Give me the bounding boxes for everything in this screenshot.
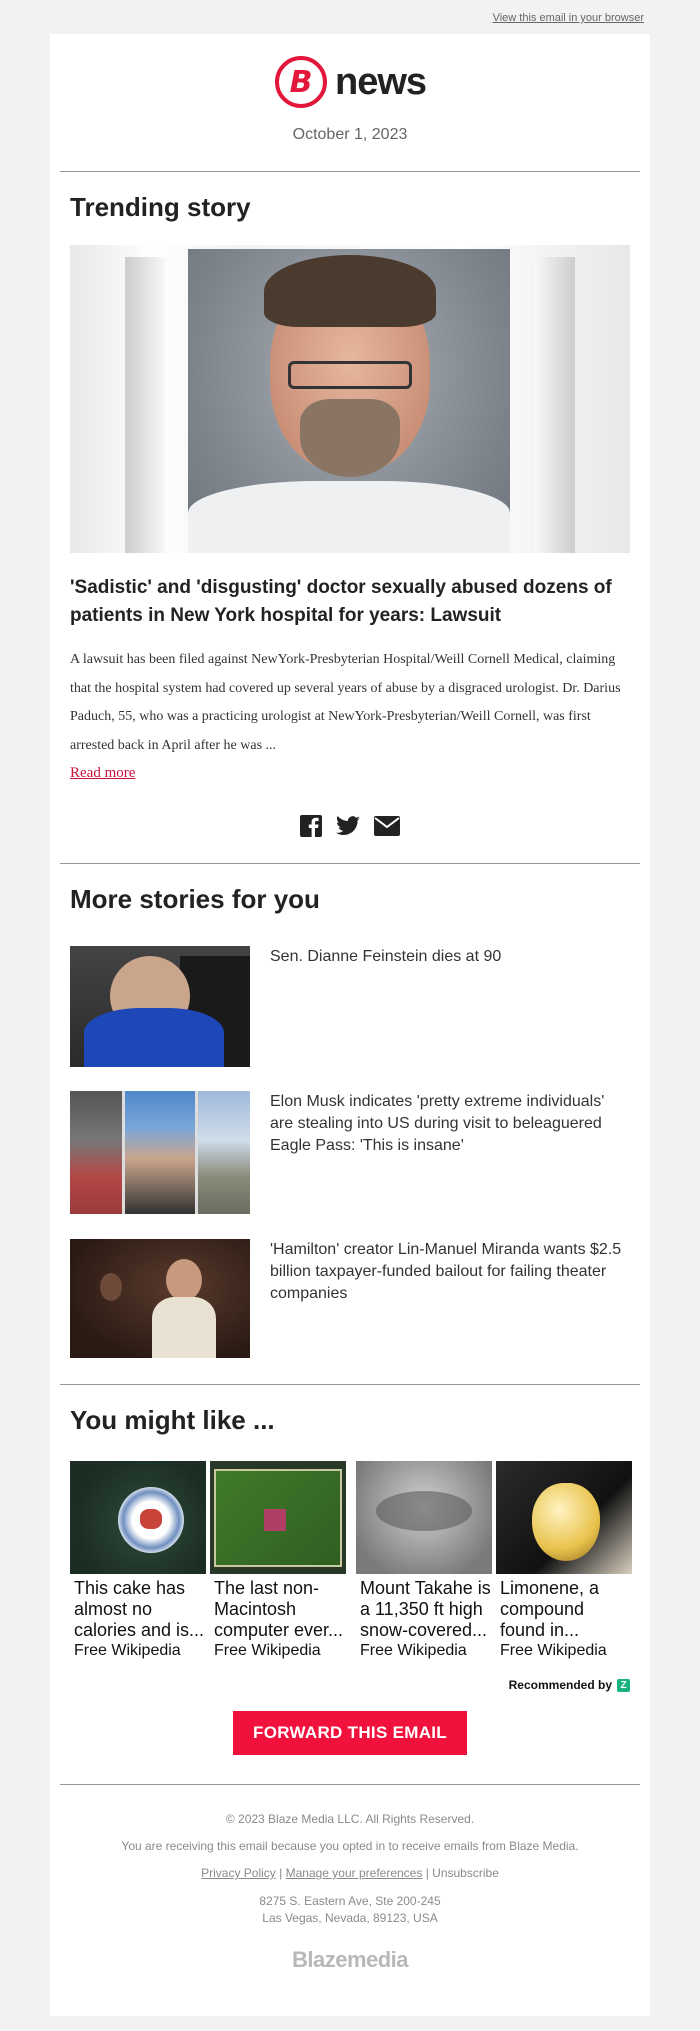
trending-image[interactable] <box>70 245 630 553</box>
story-thumbnail[interactable] <box>70 1239 250 1358</box>
story-title[interactable]: Elon Musk indicates 'pretty extreme individuals' are stealing into US during visit to beleaguered Eagle Pass: 'This is insane' <box>270 1093 605 1154</box>
story-title[interactable]: 'Hamilton' creator Lin-Manuel Miranda wants $2.5 billion taxpayer-funded bailout for failing theater companies <box>270 1241 622 1302</box>
trending-heading: Trending story <box>70 192 251 222</box>
recommended-thumbnail[interactable] <box>356 1461 492 1574</box>
recommended-title[interactable]: This cake has almost no calories and is... <box>74 1578 205 1640</box>
address-line-2: Las Vegas, Nevada, 89123, USA <box>262 1911 438 1925</box>
recommended-source: Free Wikipedia <box>74 1642 181 1659</box>
more-stories-heading: More stories for you <box>70 884 320 914</box>
address-line-1: 8275 S. Eastern Ave, Ste 200-245 <box>259 1894 441 1908</box>
blaze-media-logo[interactable]: Blazemedia <box>291 1947 409 1972</box>
forward-email-button[interactable]: FORWARD THIS EMAIL <box>233 1711 467 1755</box>
email-card <box>50 34 650 2016</box>
copyright-text: © 2023 Blaze Media LLC. All Rights Reserved. <box>225 1812 475 1826</box>
facebook-icon[interactable] <box>300 815 322 837</box>
share-bar <box>300 812 400 840</box>
recommended-item[interactable] <box>210 1461 346 1661</box>
recommended-item[interactable] <box>496 1461 632 1661</box>
story-title[interactable]: Sen. Dianne Feinstein dies at 90 <box>270 948 502 965</box>
divider <box>60 1384 640 1385</box>
zergnet-icon: Z <box>617 1679 630 1692</box>
divider <box>60 863 640 864</box>
preheader <box>0 0 700 34</box>
privacy-policy-link[interactable]: Privacy Policy <box>201 1866 276 1880</box>
divider <box>60 171 640 172</box>
recommended-thumbnail[interactable] <box>496 1461 632 1574</box>
story-thumbnail[interactable] <box>70 946 250 1067</box>
logo-wordmark: news <box>335 60 427 103</box>
recommended-thumbnail[interactable] <box>70 1461 206 1574</box>
blaze-badge-icon: B <box>275 56 327 108</box>
recommended-title[interactable]: The last non-Macintosh computer ever... <box>214 1578 344 1640</box>
issue-date: October 1, 2023 <box>292 126 408 143</box>
email-icon[interactable] <box>374 816 400 836</box>
recommended-by[interactable]: Recommended by Z <box>509 1678 630 1692</box>
recommended-item[interactable] <box>356 1461 492 1661</box>
read-more-link[interactable]: Read more <box>70 765 136 781</box>
footer-links: Privacy Policy | Manage your preferences | Unsubscribe <box>201 1866 499 1880</box>
blaze-news-logo[interactable] <box>275 54 435 110</box>
unsubscribe-link[interactable]: Unsubscribe <box>432 1866 499 1880</box>
you-might-like-heading: You might like ... <box>70 1405 275 1435</box>
recommended-source: Free Wikipedia <box>500 1642 607 1659</box>
twitter-icon[interactable] <box>336 816 360 836</box>
divider <box>60 1784 640 1785</box>
story-thumbnail[interactable] <box>70 1091 250 1214</box>
opt-in-text: You are receiving this email because you opted in to receive emails from Blaze Media. <box>121 1839 579 1853</box>
manage-preferences-link[interactable]: Manage your preferences <box>285 1866 423 1880</box>
recommended-item[interactable] <box>70 1461 206 1661</box>
trending-excerpt: A lawsuit has been filed against NewYork-Presbyterian Hospital/Weill Cornell Medical, claiming that the hospital system had covered up several years of abuse by a disgraced urologist. Dr. Darius Paduch, 55, who was a practicing urologist at NewYork-Presbyterian/Weill Cornell, was first arrested back in April after he was ... <box>70 652 621 753</box>
recommended-title[interactable]: Limonene, a compound found in... <box>500 1578 600 1640</box>
recommended-thumbnail[interactable] <box>210 1461 346 1574</box>
recommended-title[interactable]: Mount Takahe is a 11,350 ft high snow-covered... <box>360 1578 491 1640</box>
recommended-source: Free Wikipedia <box>214 1642 321 1659</box>
recommended-source: Free Wikipedia <box>360 1642 467 1659</box>
trending-headline[interactable]: 'Sadistic' and 'disgusting' doctor sexually abused dozens of patients in New York hospital for years: Lawsuit <box>70 577 612 626</box>
view-in-browser-link[interactable]: View this email in your browser <box>492 12 644 24</box>
